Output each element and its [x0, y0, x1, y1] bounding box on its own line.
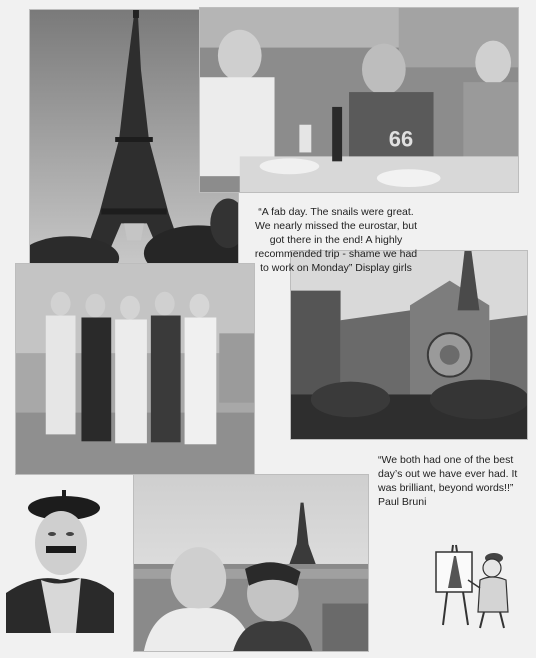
beret-man-cutout [6, 488, 114, 633]
paris-skyline-couple-photo [133, 474, 369, 652]
cafe-group-photo [199, 7, 519, 193]
paul-bruni-quote: “We both had one of the best day’s out we have ever had. It was brilliant, beyond words!!” Paul Bruni [378, 454, 518, 508]
painter-cartoon-clipart [428, 540, 518, 632]
svg-text:66: 66 [388, 126, 414, 152]
five-women-photo [15, 263, 255, 475]
notre-dame-photo [290, 250, 528, 440]
display-girls-quote: “A fab day. The snails were great. We nearly missed the eurostar, but got there in the end! A highly recommended trip - shame we had to work on Monday” Display girls [254, 206, 418, 274]
